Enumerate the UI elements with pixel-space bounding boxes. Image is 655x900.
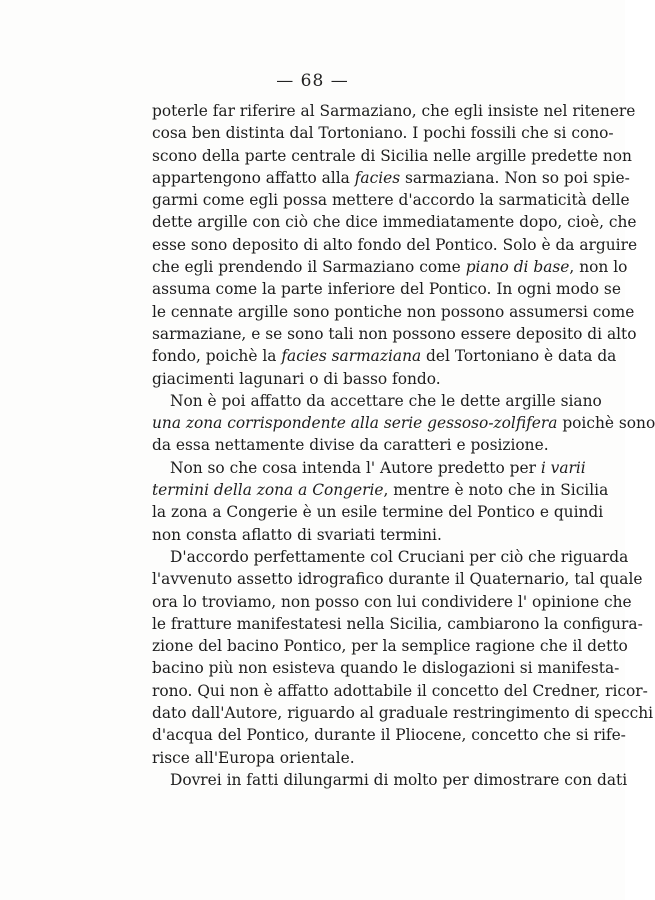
text-line: Dovrei in fatti dilungarmi di molto per dimostrare con dati <box>170 770 628 789</box>
italic-phrase: piano di base <box>465 258 570 277</box>
text-line: bacino più non esisteva quando le dislogazioni si manifesta- <box>152 659 620 678</box>
text-line: ora lo troviamo, non posso con lui condividere l' opinione che <box>152 592 632 611</box>
text-line: cosa ben distinta dal Tortoniano. I pochi fossili che si cono- <box>152 124 614 143</box>
text-line: le fratture manifestatesi nella Sicilia, cambiarono la configura- <box>152 614 643 633</box>
italic-phrase: facies sarmaziana <box>281 347 422 366</box>
text-line: giacimenti lagunari o di basso fondo. <box>152 369 441 388</box>
italic-phrase: termini della zona a Congerie <box>152 481 384 500</box>
text-line: la zona a Congerie è un esile termine del Pontico e quindi <box>152 503 604 522</box>
text-line: poterle far riferire al Sarmaziano, che egli insiste nel ritenere <box>152 102 636 120</box>
text-line: rono. Qui non è affatto adottabile il concetto del Credner, ricor- <box>152 681 648 700</box>
text-line: che egli prendendo il Sarmaziano come piano di base, non lo <box>152 258 628 277</box>
text-line: sarmaziane, e se sono tali non possono essere deposito di alto <box>152 324 637 343</box>
body-text <box>152 100 655 791</box>
text-line: zione del bacino Pontico, per la semplice ragione che il detto <box>152 637 628 656</box>
text-line: non consta aflatto di svariati termini. <box>152 525 442 544</box>
text-line: appartengono affatto alla facies sarmaziana. Non so poi spie- <box>152 168 630 187</box>
text-line: l'avvenuto assetto idrografico durante il Quaternario, tal quale <box>152 570 643 589</box>
text-line: dette argille con ciò che dice immediatamente dopo, cioè, che <box>152 213 637 232</box>
italic-phrase: una zona corrispondente alla serie gessoso-zolfifera <box>152 414 558 433</box>
text-line: scono della parte centrale di Sicilia nelle argille predette non <box>152 146 632 165</box>
text-line: d'acqua del Pontico, durante il Pliocene, concetto che si rife- <box>152 726 626 745</box>
text-line: Non è poi affatto da accettare che le dette argille siano <box>170 391 602 410</box>
text-line: esse sono deposito di alto fondo del Pontico. Solo è da arguire <box>152 235 638 254</box>
italic-phrase: i varii <box>540 458 586 477</box>
text-line: da essa nettamente divise da caratteri e posizione. <box>152 436 549 455</box>
text-line: fondo, poichè la facies sarmaziana del Tortoniano è data da <box>152 347 617 366</box>
text-line: le cennate argille sono pontiche non possono assumersi come <box>152 302 635 321</box>
text-line: garmi come egli possa mettere d'accordo la sarmaticità delle <box>152 191 630 210</box>
text-line: D'accordo perfettamente col Cruciani per ciò che riguarda <box>170 547 629 566</box>
text-line: termini della zona a Congerie, mentre è noto che in Sicilia <box>152 481 609 500</box>
text-line: dato dall'Autore, riguardo al graduale restringimento di specchi <box>152 704 654 723</box>
text-line: Non so che cosa intenda l' Autore predetto per i varii <box>170 458 586 477</box>
text-line: assuma come la parte inferiore del Pontico. In ogni modo se <box>152 280 621 299</box>
text-line: risce all'Europa orientale. <box>152 748 355 767</box>
page-number: — 68 — <box>276 71 349 91</box>
italic-phrase: facies <box>354 168 401 187</box>
text-line: una zona corrispondente alla serie gessoso-zolfifera poichè sono <box>152 414 655 433</box>
